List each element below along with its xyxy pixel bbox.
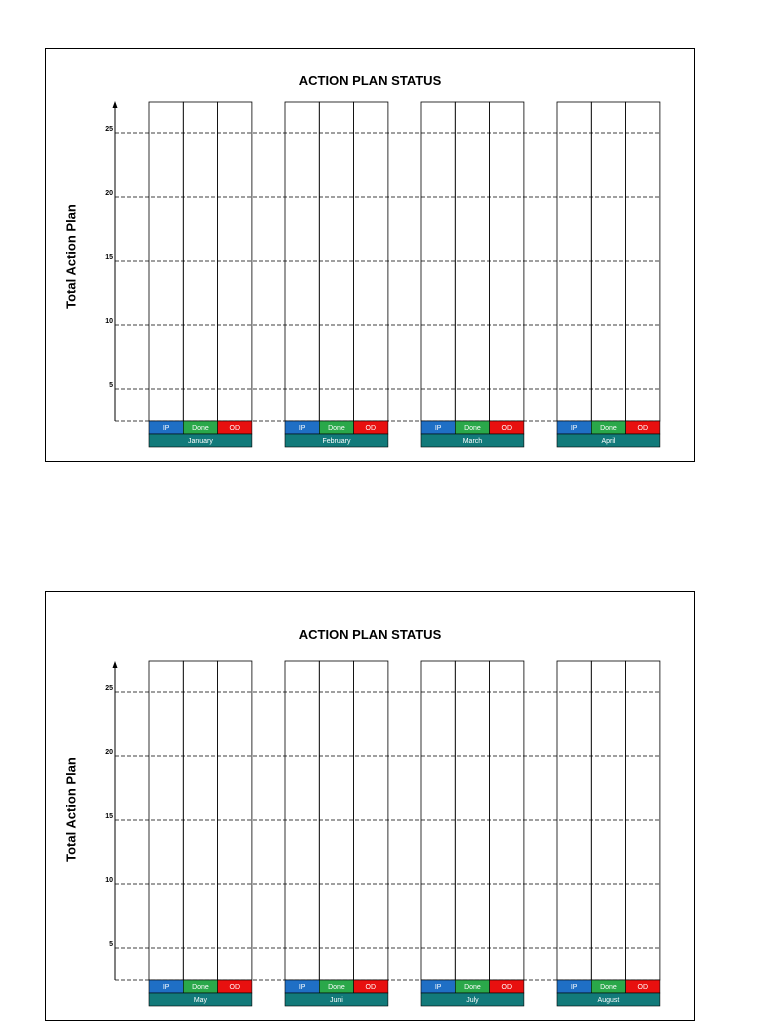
bar-column	[591, 661, 625, 980]
bar-column	[183, 661, 217, 980]
bar-column	[455, 102, 489, 421]
category-label: August	[597, 997, 620, 1004]
segment-label: IP	[570, 425, 578, 432]
bar-column	[319, 661, 353, 980]
bar-column	[421, 102, 455, 421]
segment-label: IP	[162, 984, 170, 991]
chart-panel	[45, 48, 695, 462]
segment-label: IP	[434, 984, 442, 991]
y-tick-label: 10	[105, 877, 113, 884]
segment-label: IP	[298, 425, 306, 432]
category-label: Juni	[330, 997, 343, 1004]
chart-plot	[46, 49, 694, 461]
bar-column	[149, 661, 183, 980]
bar-column	[490, 102, 524, 421]
segment-label: IP	[298, 984, 306, 991]
y-tick-label: 15	[105, 254, 113, 261]
segment-label: Done	[192, 425, 209, 432]
bar-column	[626, 102, 660, 421]
category-label: March	[462, 438, 483, 445]
bar-column	[421, 661, 455, 980]
y-tick-label: 25	[105, 685, 113, 692]
bar-column	[285, 661, 319, 980]
chart-panel	[45, 591, 695, 1021]
category-label: February	[322, 438, 351, 445]
segment-label: Done	[464, 984, 481, 991]
bar-column	[354, 102, 388, 421]
bar-column	[285, 102, 319, 421]
bar-column	[455, 661, 489, 980]
segment-label: Done	[328, 984, 345, 991]
bar-column	[591, 102, 625, 421]
y-axis-label: Total Action Plan	[63, 757, 79, 862]
y-tick-label: 25	[105, 126, 113, 133]
segment-label: IP	[570, 984, 578, 991]
segment-label: OD	[365, 984, 376, 991]
y-tick-label: 10	[105, 318, 113, 325]
bar-column	[557, 102, 591, 421]
category-label: July	[466, 997, 479, 1004]
category-label: January	[187, 438, 213, 445]
chart-plot	[46, 592, 694, 1020]
bar-column	[354, 661, 388, 980]
segment-label: Done	[192, 984, 209, 991]
y-axis-arrow-icon	[113, 101, 118, 108]
bar-column	[490, 661, 524, 980]
y-tick-label: 5	[109, 382, 113, 389]
y-tick-label: 20	[105, 190, 113, 197]
y-tick-label: 15	[105, 813, 113, 820]
segment-label: Done	[600, 984, 617, 991]
segment-label: OD	[229, 984, 240, 991]
y-tick-label: 20	[105, 749, 113, 756]
segment-label: OD	[637, 425, 648, 432]
bar-column	[149, 102, 183, 421]
segment-label: OD	[501, 984, 512, 991]
bar-column	[626, 661, 660, 980]
chart-title: ACTION PLAN STATUS	[298, 73, 442, 88]
bar-column	[319, 102, 353, 421]
bar-column	[218, 102, 252, 421]
bar-column	[218, 661, 252, 980]
segment-label: OD	[229, 425, 240, 432]
y-axis-arrow-icon	[113, 661, 118, 668]
segment-label: OD	[501, 425, 512, 432]
y-axis-label: Total Action Plan	[63, 204, 79, 309]
segment-label: Done	[600, 425, 617, 432]
category-label: April	[601, 438, 616, 445]
bar-column	[183, 102, 217, 421]
segment-label: IP	[434, 425, 442, 432]
y-tick-label: 5	[109, 941, 113, 948]
segment-label: Done	[328, 425, 345, 432]
chart-title: ACTION PLAN STATUS	[298, 627, 442, 642]
bar-column	[557, 661, 591, 980]
segment-label: Done	[464, 425, 481, 432]
segment-label: OD	[365, 425, 376, 432]
segment-label: OD	[637, 984, 648, 991]
category-label: May	[193, 997, 208, 1004]
segment-label: IP	[162, 425, 170, 432]
